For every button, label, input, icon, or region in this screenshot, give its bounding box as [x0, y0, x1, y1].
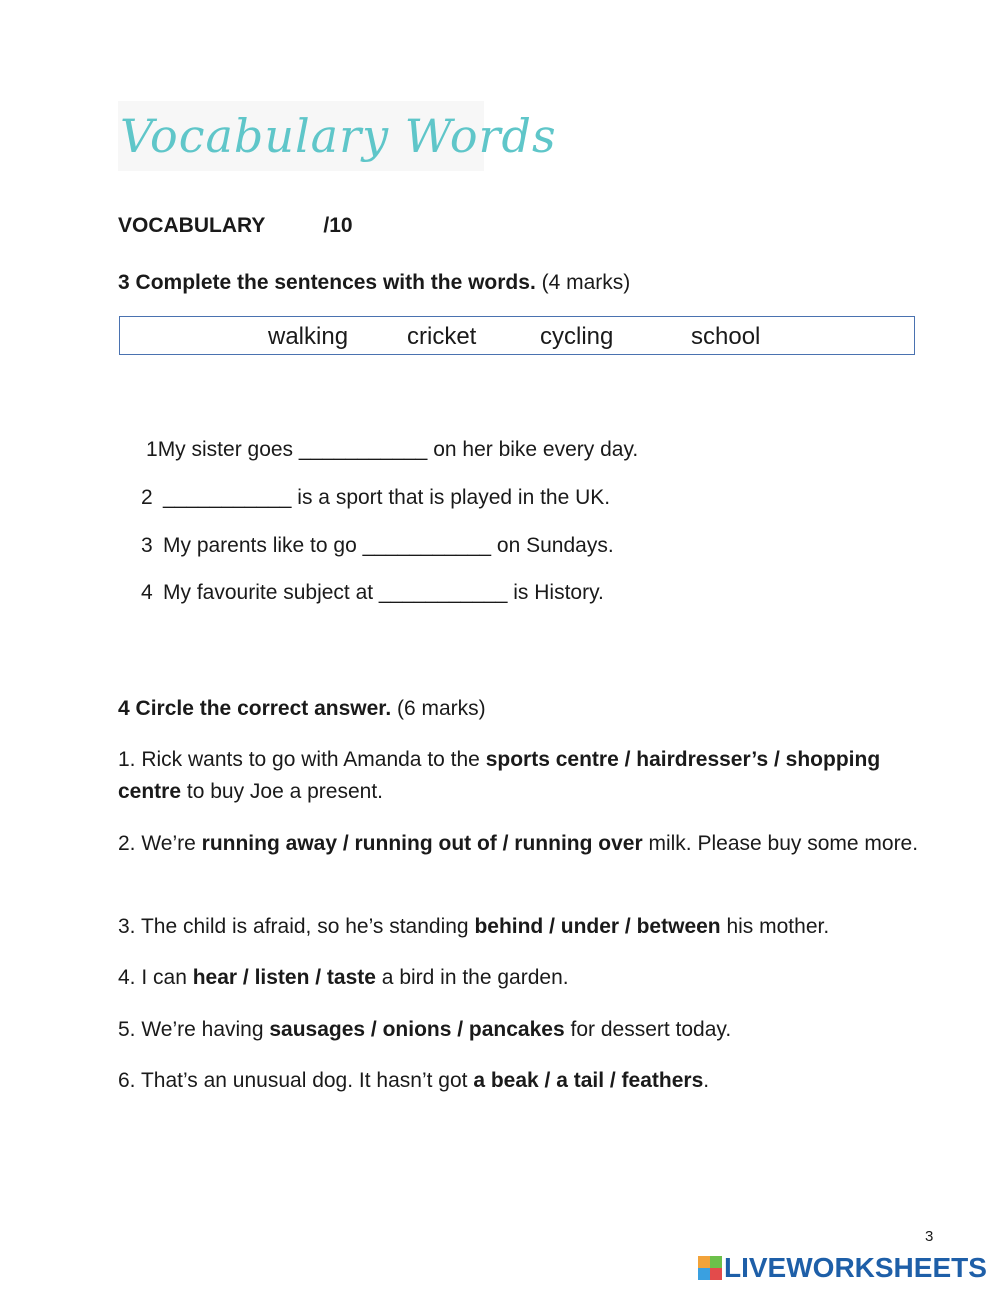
sentence-number: 1: [146, 438, 158, 461]
sentence-text: My favourite subject at ___________ is History.: [163, 581, 604, 604]
sentence-text: ___________ is a sport that is played in the UK.: [163, 486, 611, 509]
circle-item-text: 1. Rick wants to go with Amanda to the: [118, 748, 486, 771]
circle-item-options: a beak / a tail / feathers: [473, 1069, 704, 1092]
vocabulary-heading: [118, 214, 353, 238]
circle-item-text: .: [703, 1069, 710, 1092]
circle-item-options: hear / listen / taste: [192, 966, 376, 989]
circle-item-text: for dessert today.: [564, 1018, 732, 1041]
liveworksheets-brand: LIVEWORKSHEETS: [724, 1252, 987, 1283]
sentence-text: My sister goes ___________ on her bike every day.: [157, 438, 639, 461]
sentence-number: 2: [141, 486, 153, 509]
circle-item-text: a bird in the garden.: [375, 966, 569, 989]
circle-item-options: sausages / onions / pancakes: [269, 1018, 565, 1041]
sentence-text: My parents like to go ___________ on Sundays.: [163, 534, 614, 557]
logo-text: Vocabulary Words: [120, 109, 557, 163]
section-3-heading: [118, 271, 630, 295]
circle-item-5: [118, 1014, 938, 1046]
circle-item-6: [118, 1065, 938, 1097]
circle-item-text: his mother.: [720, 915, 830, 938]
sentence-3: [141, 534, 614, 558]
sentence-1: [146, 438, 638, 462]
circle-item-options: behind / under / between: [474, 915, 721, 938]
section-3-number: 3: [118, 271, 130, 294]
sentence-2: [141, 486, 610, 510]
sentence-number: 3: [141, 534, 153, 557]
circle-item-2: [118, 828, 938, 860]
page-number: 3: [925, 1228, 934, 1245]
word-bank-item: cricket: [407, 323, 477, 350]
vocabulary-title: VOCABULARY: [118, 214, 266, 237]
vocabulary-words-logo: [118, 101, 557, 171]
circle-item-text: 5. We’re having: [118, 1018, 270, 1041]
section-4-marks: (6 marks): [397, 697, 486, 720]
word-bank-item: cycling: [540, 323, 614, 350]
word-bank-item: school: [691, 323, 761, 350]
circle-item-text: 3. The child is afraid, so he’s standing: [118, 915, 475, 938]
circle-item-options: running away / running out of / running over: [201, 832, 643, 855]
word-bank: [119, 316, 915, 355]
circle-item-text: 6. That’s an unusual dog. It hasn’t got: [118, 1069, 474, 1092]
section-4-heading: [118, 697, 486, 721]
liveworksheets-icon: [698, 1256, 722, 1280]
section-4-instruction: Circle the correct answer.: [135, 697, 392, 720]
circle-item-3: [118, 911, 938, 943]
section-3-marks: (4 marks): [541, 271, 631, 294]
circle-item-1: [118, 744, 938, 808]
liveworksheets-logo[interactable]: [698, 1252, 987, 1284]
circle-item-text: 2. We’re: [118, 832, 202, 855]
circle-item-4: [118, 962, 938, 994]
section-3-instruction: Complete the sentences with the words.: [135, 271, 536, 294]
word-bank-item: walking: [268, 323, 349, 350]
circle-item-options: sports centre / hairdresser’s / shopping centre: [118, 748, 881, 803]
sentence-4: [141, 581, 604, 605]
circle-item-text: milk. Please buy some more.: [642, 832, 919, 855]
sentence-number: 4: [141, 581, 153, 604]
circle-item-text: to buy Joe a present.: [181, 780, 383, 803]
vocabulary-score: /10: [323, 214, 353, 237]
circle-item-text: 4. I can: [118, 966, 193, 989]
section-4-number: 4: [118, 697, 130, 720]
